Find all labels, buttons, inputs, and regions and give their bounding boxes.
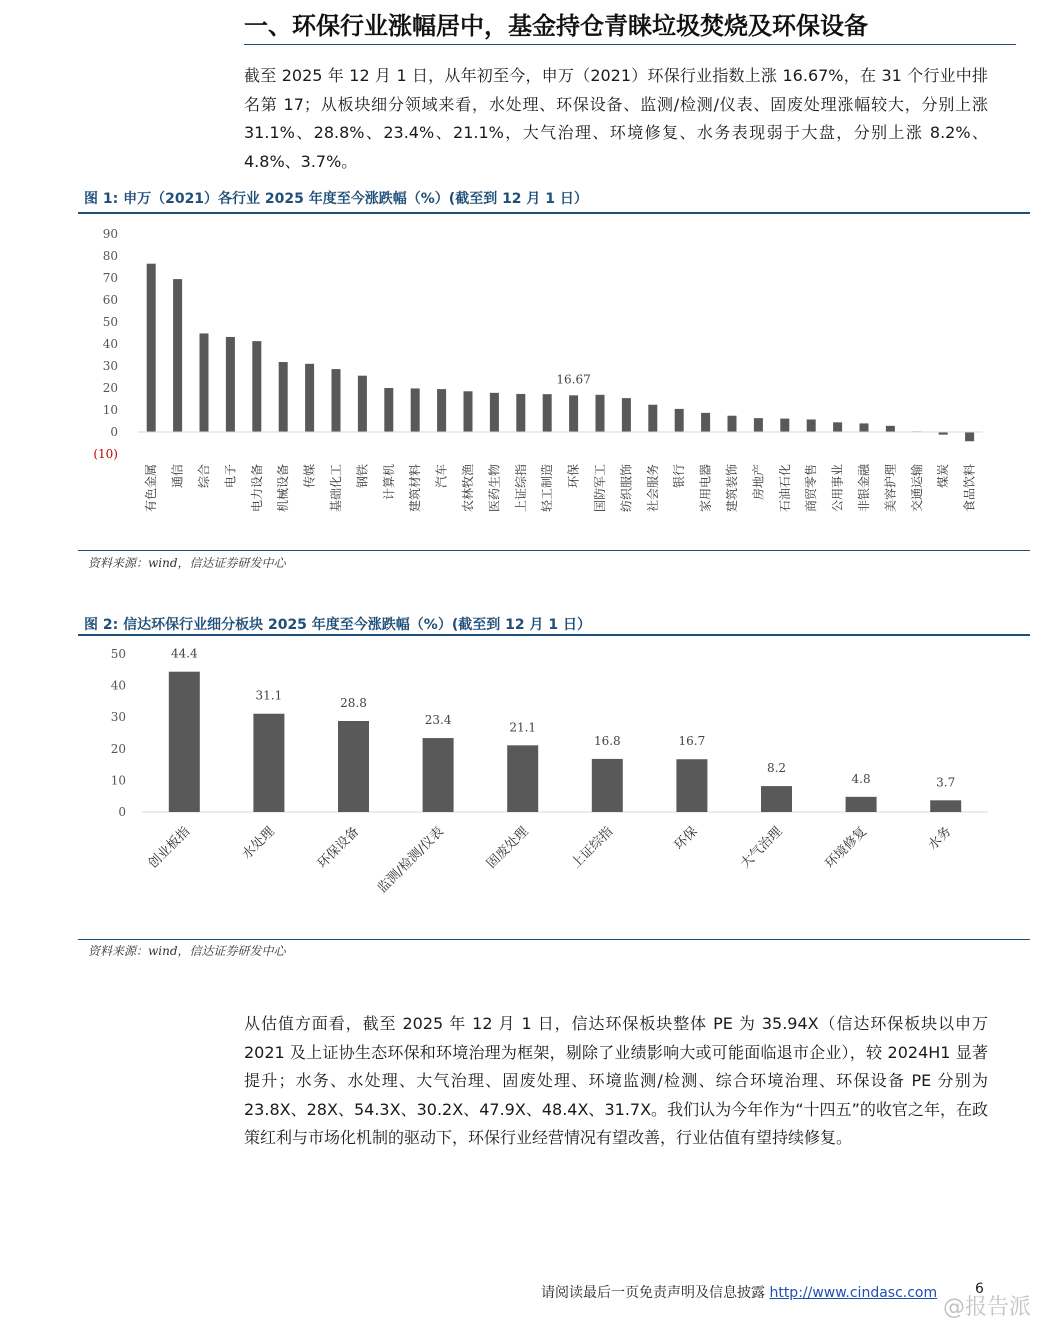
bar-上证综指: [516, 394, 525, 432]
x-tick-label: 机械设备: [276, 464, 291, 513]
bar-通信: [173, 279, 182, 432]
y-tick-label: 70: [102, 271, 118, 285]
y-tick-label: 60: [102, 293, 118, 307]
bar-环境修复: [846, 797, 877, 812]
bar-汽车: [437, 389, 446, 432]
data-label-环保设备: 28.8: [340, 695, 367, 710]
bar-电子: [226, 337, 235, 432]
bar-计算机: [384, 388, 393, 432]
x-tick-label: 交通运输: [909, 464, 924, 513]
title-divider: [244, 44, 1016, 45]
x-tick-label: 公用事业: [830, 464, 845, 513]
y-tick-label: 50: [110, 647, 126, 661]
figure-1-bottom-rule: [78, 550, 1030, 551]
x-tick-label: 农林牧渔: [461, 464, 475, 513]
data-label-水处理: 31.1: [255, 688, 283, 703]
bar-机械设备: [279, 362, 288, 432]
bar-大气治理: [761, 786, 792, 812]
x-tick-label: 国防军工: [593, 464, 607, 513]
x-tick-label: 固废处理: [484, 824, 532, 872]
bar-环保: [569, 395, 578, 432]
bar-传媒: [305, 364, 314, 432]
bar-水处理: [253, 714, 284, 812]
x-tick-label: 环保: [671, 824, 701, 854]
x-tick-label: 水务: [925, 824, 955, 854]
x-tick-label: 电力设备: [249, 464, 264, 513]
website-link[interactable]: http://www.cindasc.com: [769, 1285, 938, 1301]
section-title: 一、环保行业涨幅居中，基金持仓青睐垃圾焚烧及环保设备: [244, 12, 868, 40]
x-tick-label: 医药生物: [487, 464, 502, 513]
figure-2-caption: 图 2: 信达环保行业细分板块 2025 年度至今涨跌幅（%）(截至到 12 月 1 日）: [84, 617, 591, 633]
x-tick-label: 汽车: [434, 464, 449, 489]
data-label-环境修复: 4.8: [851, 771, 871, 786]
y-tick-label: 20: [110, 741, 126, 756]
data-label-大气治理: 8.2: [766, 761, 787, 776]
x-tick-label: 大气治理: [737, 824, 786, 872]
bar-建筑装饰: [728, 416, 737, 432]
x-tick-label: 食品饮料: [962, 464, 977, 513]
x-tick-label: 环保设备: [314, 824, 363, 872]
paragraph-market-performance: 截至 2025 年 12 月 1 日，从年初至今，申万（2021）环保行业指数上涨 16.67%，在 31 个行业中排名第 17；从板块细分领域来看，水处理、环保设备、监测/检测/仪表、固废处理涨幅较大，分别上涨 31.1%、28.8%、23.4%、21.1%，大气治理、环境修复、水务表现弱于大盘，分别上涨 8.2%、4.8%、3.7%。: [244, 66, 988, 171]
y-tick-label: 20: [102, 381, 118, 395]
x-tick-label: 房地产: [751, 464, 766, 501]
figure-1-chart: [78, 214, 1008, 549]
data-label-监测/检测/仪表: 23.4: [424, 713, 452, 728]
y-tick-label: 40: [110, 678, 126, 693]
y-tick-label: 30: [110, 710, 126, 725]
bar-水务: [930, 800, 961, 812]
x-tick-label: 综合: [197, 464, 211, 489]
data-label-环保: 16.7: [678, 734, 706, 749]
bar-纺织服饰: [622, 398, 631, 432]
bar-食品饮料: [965, 432, 974, 441]
bar-银行: [675, 409, 684, 432]
bar-电力设备: [252, 341, 261, 432]
y-tick-label: 0: [110, 425, 118, 439]
footer-text: 请阅读最后一页免责声明及信息披露: [541, 1285, 765, 1301]
paragraph-valuation: 从估值方面看，截至 2025 年 12 月 1 日，信达环保板块整体 PE 为 35.94X（信达环保板块以申万 2021 及上证协生态环保和环境治理为框架，剔除了业绩影响大或可能面临退市企业），较 2024H1 显著提升；水务、水处理、大气治理、固废处理、环境监测/检测、综合环境治理、环保设备 PE 分别为 23.8X、28X、54.3X、30.2X、47.9X、48.4X、31.7X。我们认为今年作为“十四五”的收官之年，在政策红利与市场化机制的驱动下，环保行业经营情况有望改善，行业估值有望持续修复。: [244, 1014, 988, 1147]
x-tick-label: 轻工制造: [540, 464, 555, 513]
bar-钢铁: [358, 376, 367, 432]
x-tick-label: 传媒: [302, 464, 317, 489]
bar-监测/检测/仪表: [423, 738, 454, 812]
y-tick-label: 80: [102, 249, 118, 263]
figure-2-source: 资料来源：wind，信达证券研发中心: [88, 944, 286, 958]
bar-石油石化: [780, 419, 789, 432]
x-tick-label: 建筑装饰: [725, 464, 739, 513]
bar-有色金属: [147, 264, 156, 432]
data-label-环保: 16.67: [556, 372, 591, 387]
x-tick-label: 基础化工: [329, 464, 343, 513]
bar-建筑材料: [411, 388, 420, 432]
y-tick-label: 50: [102, 315, 118, 329]
x-tick-label: 计算机: [381, 464, 396, 501]
bar-环保: [676, 759, 707, 812]
bar-上证综指: [592, 759, 623, 812]
bar-轻工制造: [543, 394, 552, 432]
figure-2-chart: [78, 636, 1008, 936]
bar-房地产: [754, 418, 763, 432]
footer-disclaimer: [541, 1282, 937, 1302]
y-tick-label: 10: [110, 773, 126, 788]
x-tick-label: 社会服务: [645, 464, 660, 513]
bar-国防军工: [596, 395, 605, 432]
x-tick-label: 煤炭: [936, 464, 951, 489]
bar-基础化工: [332, 369, 341, 432]
x-tick-label: 上证综指: [568, 824, 617, 872]
x-tick-label: 创业板指: [145, 824, 194, 872]
x-tick-label: 非银金融: [857, 464, 871, 513]
data-label-固废处理: 21.1: [509, 720, 537, 735]
bar-固废处理: [507, 745, 538, 812]
y-tick-label: 30: [102, 359, 118, 373]
x-tick-label: 家用电器: [698, 464, 713, 513]
x-tick-label: 水处理: [239, 824, 278, 863]
bar-医药生物: [490, 393, 499, 432]
figure-1-source: 资料来源：wind，信达证券研发中心: [88, 556, 286, 570]
x-tick-label: 建筑材料: [408, 464, 423, 513]
y-tick-label: 0: [118, 805, 126, 819]
x-tick-label: 有色金属: [144, 464, 159, 513]
x-tick-label: 石油石化: [777, 464, 792, 513]
y-tick-label: 10: [102, 403, 118, 417]
bar-环保设备: [338, 721, 369, 812]
x-tick-label: 商贸零售: [804, 464, 819, 513]
y-tick-label: 40: [102, 337, 118, 351]
x-tick-label: 钢铁: [355, 464, 370, 489]
x-tick-label: 上证综指: [513, 464, 528, 513]
x-tick-label: 纺织服饰: [619, 464, 634, 513]
bar-综合: [200, 333, 209, 432]
bar-美容护理: [886, 426, 895, 432]
y-tick-label: 90: [102, 227, 118, 241]
page-number: 6: [975, 1281, 984, 1297]
watermark: @报告派: [943, 1295, 1032, 1320]
x-tick-label: 通信: [170, 464, 185, 489]
x-tick-label: 环境修复: [822, 824, 870, 872]
bar-社会服务: [648, 405, 657, 432]
bar-农林牧渔: [464, 391, 473, 432]
x-tick-label: 环保: [566, 463, 581, 489]
x-tick-label: 银行: [672, 464, 687, 489]
y-tick-label: (10): [93, 447, 118, 461]
data-label-上证综指: 16.8: [593, 733, 621, 748]
data-label-水务: 3.7: [936, 775, 956, 790]
bar-非银金融: [860, 423, 869, 432]
bar-创业板指: [169, 672, 200, 812]
x-tick-label: 美容护理: [883, 464, 898, 513]
bar-公用事业: [833, 422, 842, 432]
bar-商贸零售: [807, 419, 816, 432]
bar-家用电器: [701, 413, 710, 432]
x-tick-label: 监测/检测/仪表: [374, 824, 447, 897]
figure-2-bottom-rule: [78, 939, 1030, 940]
x-tick-label: 电子: [223, 464, 238, 489]
figure-1-caption: 图 1: 申万（2021）各行业 2025 年度至今涨跌幅（%）(截至到 12 月 1 日）: [84, 191, 588, 207]
data-label-创业板指: 44.4: [170, 646, 198, 661]
